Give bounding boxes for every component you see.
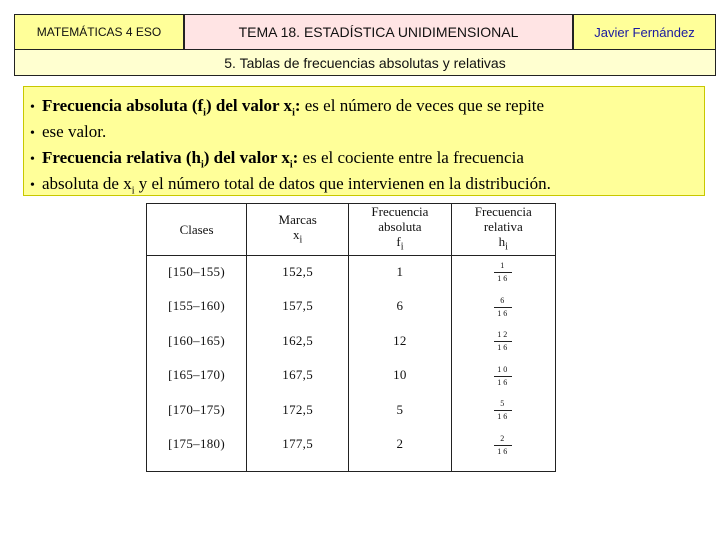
bullet: • (30, 100, 35, 115)
definition-line-4 (30, 171, 698, 197)
fraction-bar (494, 341, 512, 342)
fraction-bar (494, 307, 512, 308)
table-cell: 152,5 (282, 263, 314, 279)
subscript: i (200, 159, 204, 171)
section-subtitle (14, 50, 716, 76)
fraction-bar (494, 410, 512, 411)
fraction: $\frac{1}{16}$ (494, 256, 512, 291)
bullet: • (30, 152, 35, 167)
author-label (573, 14, 716, 50)
table-cell: 10 (393, 367, 407, 383)
table-header-row (147, 204, 556, 256)
frecuencia-absoluta-column (349, 255, 451, 471)
term-relative-value: ) del valor x (203, 148, 290, 167)
marcas-column (247, 255, 349, 471)
header-frecuencia-relativa: Frecuencia relativa $h_i$ (451, 204, 555, 256)
table-cell: [165–170) (168, 367, 225, 383)
definition-text: es el cociente entre la frecuencia (298, 148, 524, 167)
fraction: $\frac{10}{16}$ (494, 359, 512, 394)
bullet: • (30, 126, 35, 141)
bullet: • (30, 178, 35, 193)
fraction: $\frac{12}{16}$ (494, 325, 512, 360)
topic-title (184, 14, 573, 50)
definition-text: es el número de veces que se repite (300, 96, 545, 115)
fraction-bar (494, 376, 512, 377)
table-cell: 6 (396, 298, 404, 314)
frequency-table (146, 203, 556, 472)
colon: : (292, 148, 299, 167)
course-label (14, 14, 184, 50)
definition-line-2 (30, 119, 698, 145)
fraction-bar (494, 445, 512, 446)
table-cell: 172,5 (282, 401, 314, 417)
header-frecuencia-absoluta: Frecuencia absoluta $f_i$ (349, 204, 451, 256)
definition-line-1 (30, 93, 698, 119)
subscript: i (289, 159, 293, 171)
topic-text: TEMA 18. ESTADÍSTICA UNIDIMENSIONAL (238, 24, 519, 40)
table-cell: 167,5 (282, 367, 314, 383)
table-cell: [150–155) (168, 263, 225, 279)
term-absolute: Frecuencia absoluta (f (42, 96, 204, 115)
course-text: MATEMÁTICAS 4 ESO (36, 25, 162, 39)
definitions-box (23, 86, 705, 196)
subtitle-text: 5. Tablas de frecuencias absolutas y relativas (224, 54, 506, 71)
table-cell: [175–180) (168, 436, 225, 452)
term-absolute-value: ) del valor x (205, 96, 293, 115)
fraction-bar (494, 272, 512, 273)
table-cell: [170–175) (168, 401, 225, 417)
table-cell: [155–160) (168, 298, 225, 314)
table-cell: [160–165) (168, 332, 225, 348)
header-clases: Clases (147, 204, 247, 256)
subscript: i (203, 107, 206, 119)
fraction: $\frac{6}{16}$ (494, 290, 512, 325)
table-cell: 1 (396, 263, 404, 279)
definition-text: ese valor. (42, 122, 107, 141)
definition-text: absoluta de x (42, 174, 132, 193)
clases-column (147, 255, 247, 471)
subscript: i (131, 185, 135, 197)
term-relative: Frecuencia relativa (h (42, 148, 201, 167)
fraction: $\frac{5}{16}$ (494, 394, 512, 429)
definition-line-3 (30, 145, 698, 171)
table-cell: 2 (396, 436, 404, 452)
table-cell: 12 (393, 332, 407, 348)
colon: : (294, 96, 301, 115)
subscript: i (292, 107, 295, 119)
fraction: $\frac{2}{16}$ (494, 428, 512, 463)
header-marcas: Marcas $x_i$ (247, 204, 349, 256)
table-cell: 162,5 (282, 332, 314, 348)
table-body-row (147, 255, 556, 471)
table-cell: 5 (396, 401, 404, 417)
definition-text: y el número total de datos que intervienen en la distribución. (134, 174, 551, 193)
frecuencia-relativa-column (451, 255, 555, 471)
table-cell: 177,5 (282, 436, 314, 452)
table-cell: 157,5 (282, 298, 314, 314)
author-text: Javier Fernández (594, 24, 695, 40)
